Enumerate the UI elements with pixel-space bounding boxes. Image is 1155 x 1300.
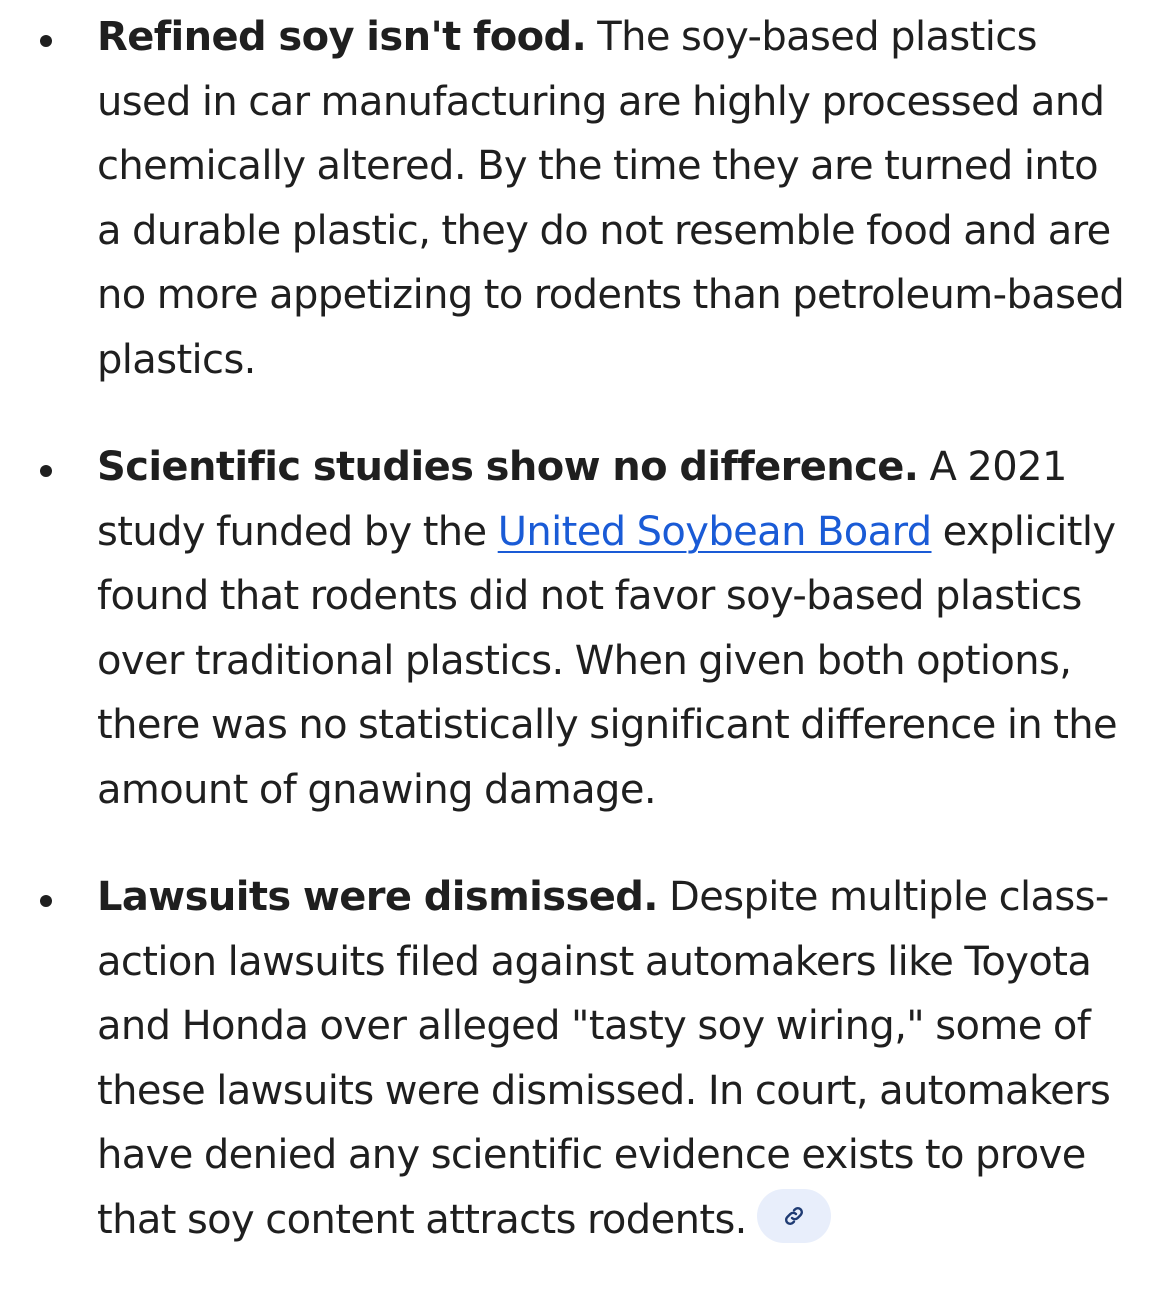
list-item-text bbox=[97, 5, 1127, 393]
list-item-text bbox=[97, 435, 1127, 823]
link-icon bbox=[782, 1204, 806, 1228]
list-item-body: explicitly found that rodents did not favor soy-based plastics over traditional plastics. When given both options, there was no statistically significant difference in the amount of gnawing damage. bbox=[97, 508, 1118, 813]
list-item-lead: Refined soy isn't food. bbox=[97, 14, 587, 60]
bullet-dot-icon bbox=[40, 35, 52, 47]
bullet-dot-icon bbox=[40, 895, 52, 907]
list-item-lead: Scientific studies show no difference. bbox=[97, 444, 919, 490]
list-item-body: A 2021 study funded by the bbox=[97, 444, 1067, 555]
list-item-text bbox=[97, 865, 1127, 1253]
united-soybean-board-link[interactable]: United Soybean Board bbox=[497, 508, 932, 555]
list-item-lead: Lawsuits were dismissed. bbox=[97, 874, 658, 920]
list-item-body: The soy-based plastics used in car manufacturing are highly processed and chemically altered. By the time they are turned into a durable plastic, they do not resemble food and are no more appetizing to rodents than petroleum-based plastics. bbox=[97, 14, 1125, 383]
bullet-dot-icon bbox=[40, 465, 52, 477]
list-item-body: Despite multiple class-action lawsuits filed against automakers like Toyota and Honda over alleged "tasty soy wiring," some of these lawsuits were dismissed. In court, automakers have denied any scientific evidence exists to prove that soy content attracts rodents. bbox=[97, 874, 1111, 1243]
source-link-button[interactable] bbox=[757, 1189, 831, 1243]
